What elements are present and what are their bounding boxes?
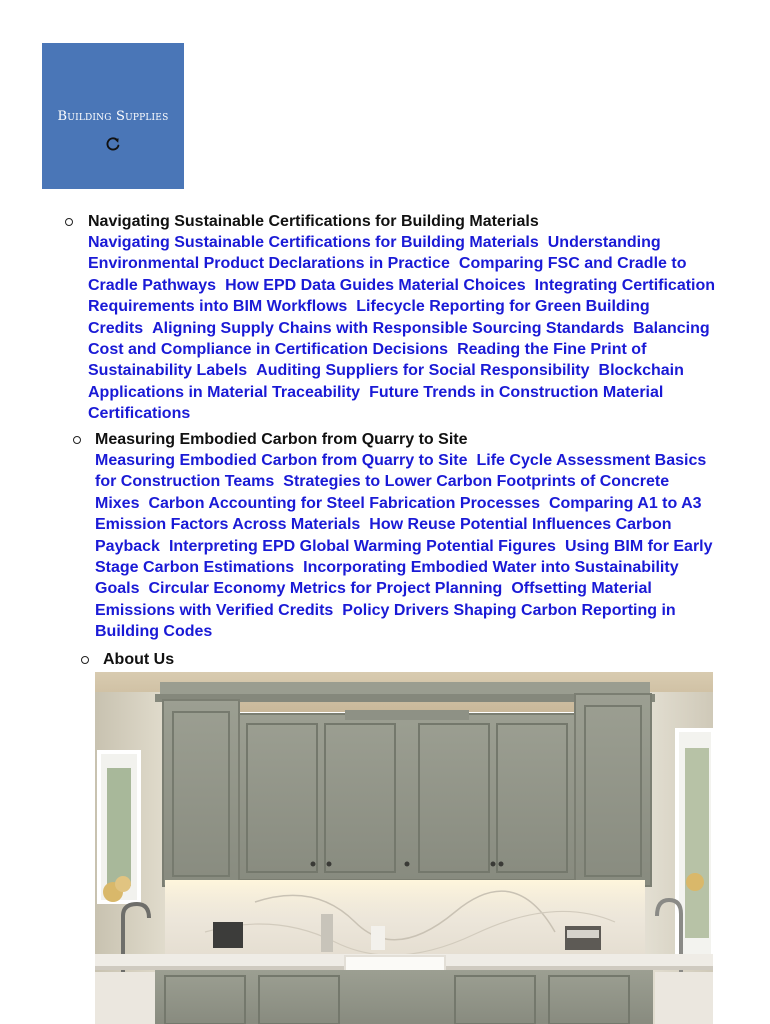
submenu-link[interactable]: Comparing FSC and Cradle to Cradle Pathways: [88, 255, 687, 294]
menu-item-title[interactable]: Measuring Embodied Carbon from Quarry to Site: [95, 431, 468, 448]
submenu-link[interactable]: Integrating Certification Requirements into BIM Workflows: [88, 276, 716, 316]
menu-item-about-us: [103, 649, 503, 670]
menu-item-title[interactable]: About Us: [103, 651, 175, 668]
submenu-link[interactable]: Future Trends in Construction Material Certifications: [88, 383, 664, 423]
submenu-link[interactable]: Understanding Environmental Product Declarations in Practice: [88, 234, 661, 273]
submenu-link[interactable]: How EPD Data Guides Material Choices: [225, 276, 526, 294]
bullet-icon: [81, 656, 89, 664]
menu-item-certifications: [88, 211, 728, 425]
submenu-link[interactable]: Measuring Embodied Carbon from Quarry to Site: [95, 452, 468, 469]
submenu-links: [95, 450, 725, 643]
submenu-link[interactable]: Policy Drivers Shaping Carbon Reporting in Building Codes: [95, 601, 676, 641]
submenu-link[interactable]: Circular Economy Metrics for Project Planning: [148, 580, 503, 598]
kitchen-illustration: [95, 672, 713, 1024]
submenu-link[interactable]: How Reuse Potential Influences Carbon Payback: [95, 516, 672, 555]
logo-text: Building Supplies: [57, 109, 169, 124]
site-logo[interactable]: [42, 43, 184, 189]
submenu-link[interactable]: Balancing Cost and Compliance in Certification Decisions: [88, 319, 710, 359]
submenu-link[interactable]: Incorporating Embodied Water into Sustainability Goals: [95, 559, 679, 598]
refresh-icon: [104, 135, 122, 153]
menu-item-embodied-carbon: [95, 429, 725, 643]
submenu-link[interactable]: Using BIM for Early Stage Carbon Estimations: [95, 537, 713, 577]
submenu-link[interactable]: Offsetting Material Emissions with Verified Credits: [95, 580, 652, 619]
submenu-link[interactable]: Lifecycle Reporting for Green Building Credits: [88, 298, 650, 337]
submenu-link[interactable]: Comparing A1 to A3 Emission Factors Across Materials: [95, 494, 702, 534]
kitchen-photo: [95, 672, 713, 1024]
submenu-links: [88, 232, 728, 425]
bullet-icon: [65, 218, 73, 226]
submenu-link[interactable]: Carbon Accounting for Steel Fabrication Processes: [148, 494, 540, 512]
submenu-link[interactable]: Auditing Suppliers for Social Responsibility: [256, 362, 590, 380]
submenu-link[interactable]: Blockchain Applications in Material Traceability: [88, 362, 684, 401]
submenu-link[interactable]: Reading the Fine Print of Sustainability Labels: [88, 341, 647, 380]
submenu-link[interactable]: Life Cycle Assessment Basics for Construction Teams: [95, 452, 707, 491]
submenu-link[interactable]: Strategies to Lower Carbon Footprints of Concrete Mixes: [95, 473, 670, 512]
submenu-link[interactable]: Interpreting EPD Global Warming Potential Figures: [168, 537, 556, 555]
menu-item-title[interactable]: Navigating Sustainable Certifications for Building Materials: [88, 213, 539, 230]
submenu-link[interactable]: Navigating Sustainable Certifications for Building Materials: [88, 234, 539, 251]
bullet-icon: [73, 436, 81, 444]
submenu-link[interactable]: Aligning Supply Chains with Responsible Sourcing Standards: [152, 319, 625, 337]
